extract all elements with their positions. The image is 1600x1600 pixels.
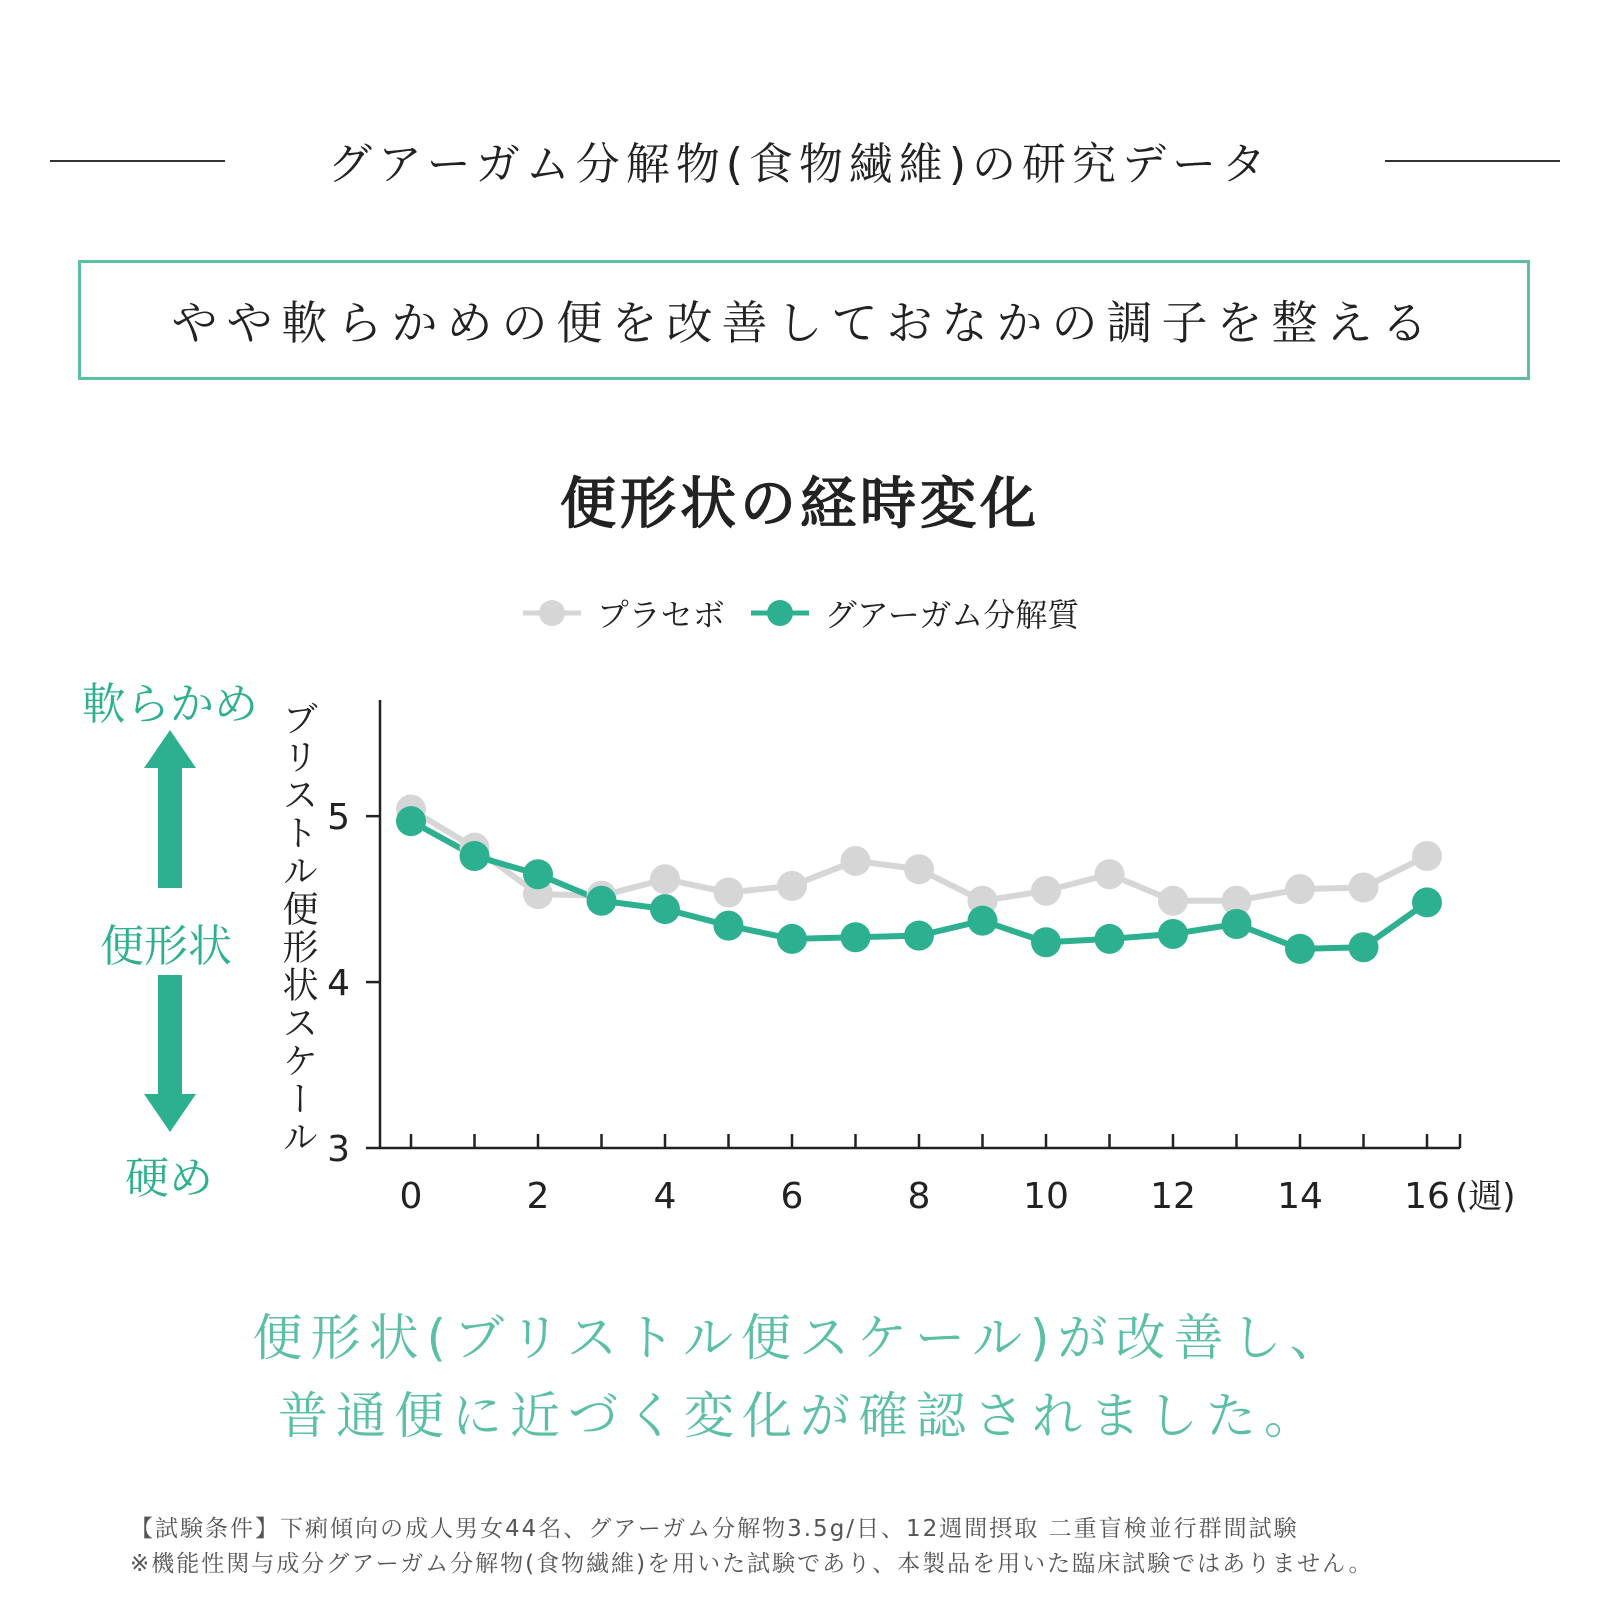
legend-label-guar: グアーガム分解質: [824, 596, 1080, 634]
data-point-series-0: [1412, 841, 1442, 871]
data-point-series-1: [1349, 932, 1379, 962]
shape-label: 便形状: [100, 921, 232, 972]
data-point-series-1: [1285, 934, 1315, 964]
y-tick-label: 3: [327, 1129, 350, 1170]
data-point-series-1: [396, 806, 426, 836]
hard-label: 硬め: [125, 1153, 213, 1204]
y-tick-label: 4: [327, 963, 350, 1005]
summary-line-1: 便形状(ブリストル便スケール)が改善し、: [252, 1309, 1348, 1367]
x-tick-label: 4: [653, 1176, 677, 1217]
footnote-disclaimer: ※機能性関与成分グアーガム分解物(食物繊維)を用いた試験であり、本製品を用いた臨床試験ではありません。: [130, 1551, 1374, 1577]
data-point-series-1: [777, 924, 807, 954]
data-point-series-1: [460, 841, 490, 871]
x-tick-label: 6: [780, 1176, 804, 1217]
arrow-down-icon: [144, 975, 196, 1132]
data-point-series-0: [1158, 886, 1188, 916]
data-point-series-0: [650, 864, 680, 894]
data-point-series-1: [1158, 919, 1188, 949]
data-point-series-1: [523, 859, 553, 889]
data-point-series-1: [904, 921, 934, 951]
data-point-series-0: [1095, 859, 1125, 889]
legend-label-placebo: プラセボ: [596, 596, 725, 634]
data-point-series-0: [1031, 876, 1061, 906]
y-axis-label: ブリストル便形状スケール: [277, 700, 318, 1156]
data-point-series-1: [714, 911, 744, 941]
soft-label: 軟らかめ: [82, 679, 258, 730]
summary-line-2: 普通便に近づく変化が確認されました。: [278, 1387, 1322, 1445]
footnote-conditions: 【試験条件】下痢傾向の成人男女44名、グアーガム分解物3.5g/日、12週間摂取 二重盲検並行群間試験: [130, 1516, 1299, 1542]
data-point-series-1: [650, 894, 680, 924]
data-point-series-1: [1031, 927, 1061, 957]
x-tick-label: 8: [907, 1176, 931, 1217]
data-point-series-0: [777, 871, 807, 901]
x-tick-label: 14: [1277, 1176, 1323, 1217]
x-tick-label: 12: [1150, 1176, 1196, 1217]
data-point-series-1: [1222, 909, 1252, 939]
arrow-up-icon: [144, 730, 196, 888]
x-tick-label: 10: [1023, 1176, 1069, 1217]
direction-arrows: [144, 730, 196, 1132]
data-point-series-0: [841, 846, 871, 876]
x-tick-label: 2: [526, 1176, 550, 1217]
data-point-series-1: [968, 906, 998, 936]
catchphrase-text: やや軟らかめの便を改善しておなかの調子を整える: [171, 296, 1437, 350]
data-point-series-1: [1412, 887, 1442, 917]
data-point-series-0: [714, 877, 744, 907]
header-title: グアーガム分解物(食物繊維)の研究データ: [327, 139, 1273, 190]
data-point-series-1: [1095, 924, 1125, 954]
data-point-series-0: [1349, 872, 1379, 902]
data-point-series-1: [841, 922, 871, 952]
data-point-series-1: [587, 886, 617, 916]
data-point-series-0: [1285, 874, 1315, 904]
data-point-series-0: [904, 854, 934, 884]
x-unit-label: (週): [1455, 1177, 1516, 1217]
x-tick-label: 16: [1404, 1176, 1450, 1217]
y-tick-label: 5: [327, 797, 350, 839]
chart-title: 便形状の経時変化: [560, 472, 1040, 537]
x-tick-label: 0: [399, 1176, 423, 1217]
